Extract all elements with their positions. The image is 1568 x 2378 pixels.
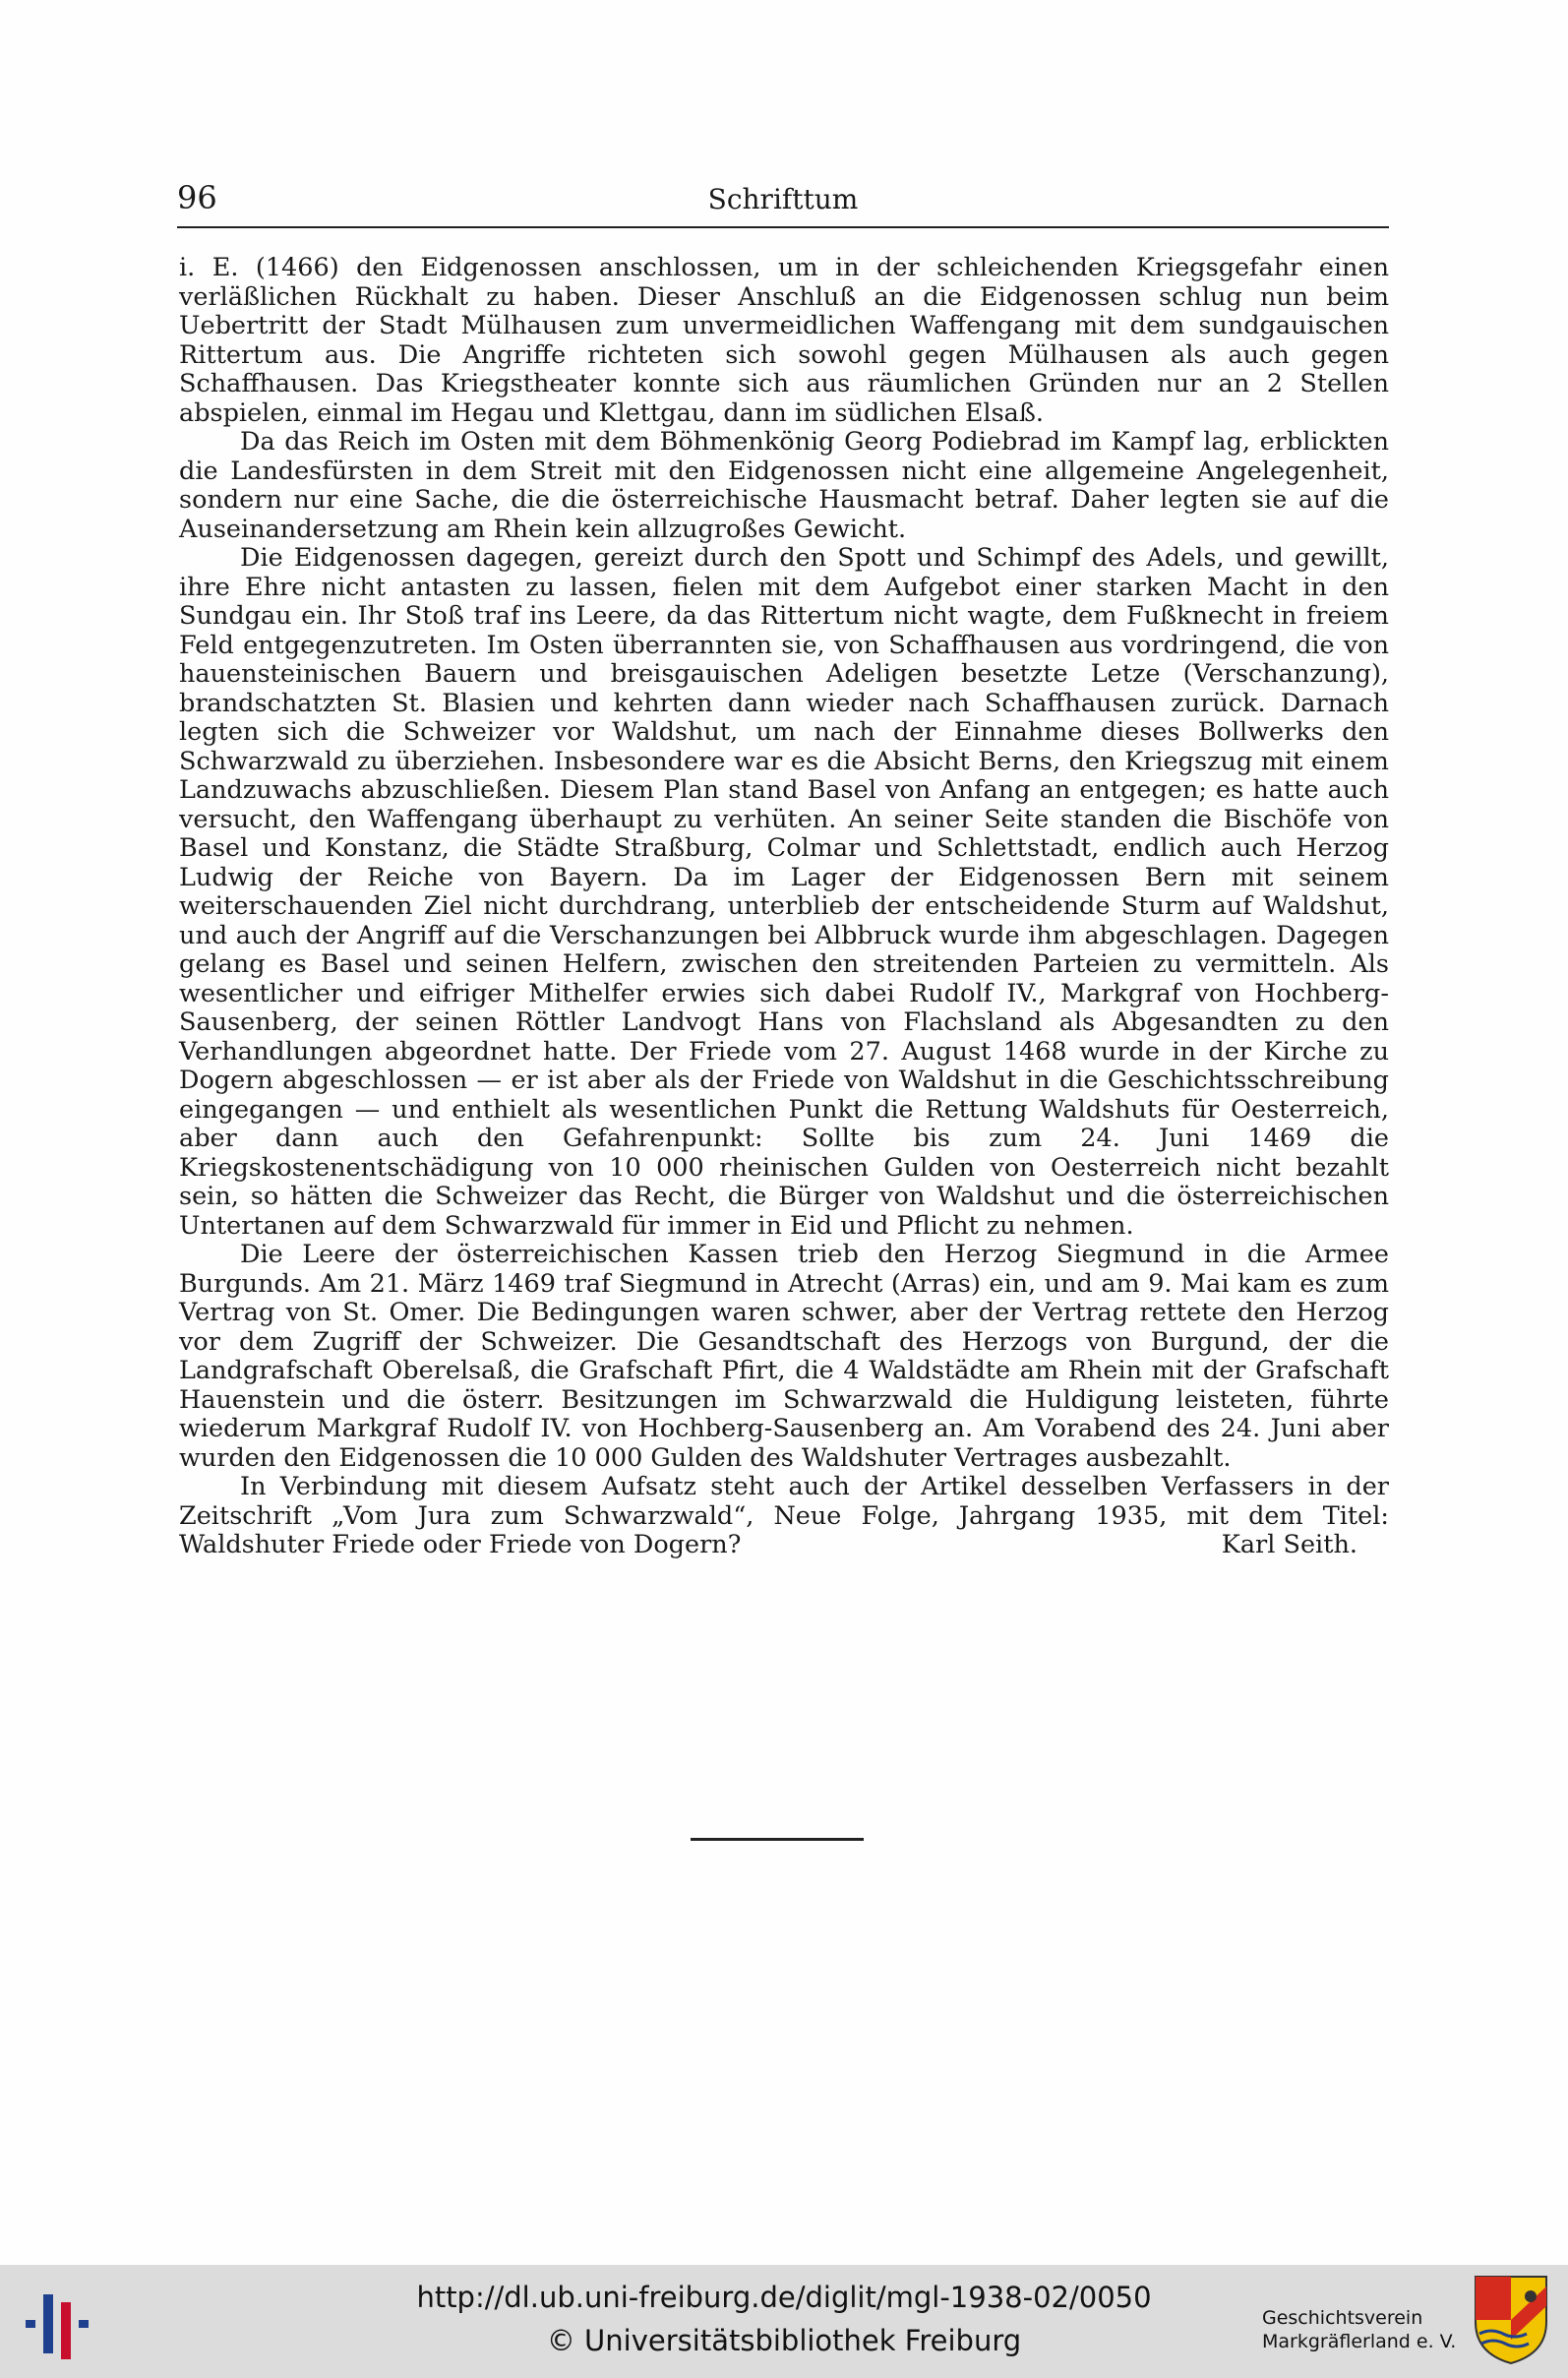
page-header xyxy=(177,179,1389,222)
paragraph: Die Leere der österreichischen Kassen trieb den Herzog Siegmund in die Armee Burgunds. Am 21. März 1469 traf Siegmund in Atrecht (Arras) ein, und am 9. Mai kam es zum Vertrag von St. Omer. Die Bedingungen waren schwer, aber der Vertrag rettete den Herzog vor dem Zugriff der Schweizer. Die Gesandtschaft des Herzogs von Burgund, der die Landgrafschaft Oberelsaß, die Grafschaft Pfirt, die 4 Waldstädte am Rhein mit der Grafschaft Hauenstein und die österr. Besitzungen im Schwarzwald die Huldigung leisteten, führte wiederum Markgraf Rudolf IV. von Hochberg-Sausenberg an. Am Vorabend des 24. Juni aber wurden den Eidgenossen die 10 000 Gulden des Waldshuter Vertrages ausbezahlt. xyxy=(179,1240,1389,1473)
document-url-link[interactable]: http://dl.ub.uni-freiburg.de/diglit/mgl-1938-02/0050 xyxy=(416,2281,1152,2314)
paragraph: Da das Reich im Osten mit dem Böhmenkönig Georg Podiebrad im Kampf lag, erblickten die Landesfürsten in dem Streit mit den Eidgenossen nicht eine allgemeine Angelegenheit, sondern nur eine Sache, die die österreichische Hausmacht betraf. Daher legten sie auf die Auseinandersetzung am Rhein kein allzugroßes Gewicht. xyxy=(179,427,1389,544)
society-name-line: Markgräflerland e. V. xyxy=(1262,2331,1457,2352)
paragraph: i. E. (1466) den Eidgenossen anschlossen, um in der schleichenden Kriegsgefahr einen verläßlichen Rückhalt zu haben. Dieser Anschluß an die Eidgenossen schlug nun beim Uebertritt der Stadt Mülhausen zum unvermeidlichen Waffengang mit dem sundgauischen Rittertum aus. Die Angriffe richteten sich sowohl gegen Mülhausen als auch gegen Schaffhausen. Das Kriegstheater konnte sich aus räumlichen Gründen nur an 2 Stellen abspielen, einmal im Hegau und Klettgau, dann im südlichen Elsaß. xyxy=(179,253,1389,428)
viewer-footer xyxy=(0,2265,1568,2378)
society-name-line: Geschichtsverein xyxy=(1262,2307,1423,2329)
body-text xyxy=(179,254,1389,1560)
header-rule xyxy=(177,226,1389,228)
end-rule xyxy=(691,1838,864,1841)
running-title: Schrifttum xyxy=(707,183,859,215)
author-signature: Karl Seith. xyxy=(1221,1530,1357,1559)
paragraph: In Verbindung mit diesem Aufsatz steht auch der Artikel desselben Verfassers in der Zeitschrift „Vom Jura zum Schwarzwald“, Neue Folge, Jahrgang 1935, mit dem Titel: Waldshuter Friede oder Friede von Dogern? xyxy=(179,1472,1389,1559)
copyright-notice: © Universitätsbibliothek Freiburg xyxy=(546,2324,1022,2357)
society-name xyxy=(1262,2306,1469,2353)
coat-of-arms-icon xyxy=(1472,2273,1550,2367)
paragraph: Die Eidgenossen dagegen, gereizt durch den Spott und Schimpf des Adels, und gewillt, ihre Ehre nicht antasten zu lassen, fielen mit dem Aufgebot einer starken Macht in den Sundgau ein. Ihr Stoß traf ins Leere, da das Rittertum nicht wagte, dem Fußknecht in freiem Feld entgegenzutreten. Im Osten überrannten sie, von Schaffhausen aus vordringend, die von hauensteinischen Bauern und breisgauischen Adeligen besetzte Letze (Verschanzung), brandschatzten St. Blasien und kehrten dann wieder nach Schaffhausen zurück. Darnach legten sich die Schweizer vor Waldshut, um nach der Einnahme dieses Bollwerks den Schwarzwald zu überziehen. Insbesondere war es die Absicht Berns, den Kriegszug mit einem Landzuwachs abzuschließen. Diesem Plan stand Basel von Anfang an entgegen; es hatte auch versucht, den Waffengang überhaupt zu verhüten. An seiner Seite standen die Bischöfe von Basel und Konstanz, die Städte Straßburg, Colmar und Schlettstadt, endlich auch Herzog Ludwig der Reiche von Bayern. Da im Lager der Eidgenossen Bern mit seinem weiterschauenden Ziel nicht durchdrang, unterblieb der entscheidende Sturm auf Waldshut, und auch der Angriff auf die Verschanzungen bei Albbruck wurde ihm abgeschlagen. Dagegen gelang es Basel und seinen Helfern, zwischen den streitenden Parteien zu vermitteln. Als wesentlicher und eifriger Mithelfer erwies sich dabei Rudolf IV., Markgraf von Hochberg-Sausenberg, der seinen Röttler Landvogt Hans von Flachsland als Abgesandten zu den Verhandlungen abgeordnet hatte. Der Friede vom 27. August 1468 wurde in der Kirche zu Dogern abgeschlossen — er ist aber als der Friede von Waldshut in die Geschichtsschreibung eingegangen — und enthielt als wesentlichen Punkt die Rettung Waldshuts für Oesterreich, aber dann auch den Gefahrenpunkt: Sollte bis zum 24. Juni 1469 die Kriegskostenentschädigung von 10 000 rheinischen Gulden von Oesterreich nicht bezahlt sein, so hätten die Schweizer das Recht, die Bürger von Waldshut und die österreichischen Untertanen auf dem Schwarzwald für immer in Eid und Pflicht zu nehmen. xyxy=(179,543,1389,1241)
page-number: 96 xyxy=(177,179,217,216)
